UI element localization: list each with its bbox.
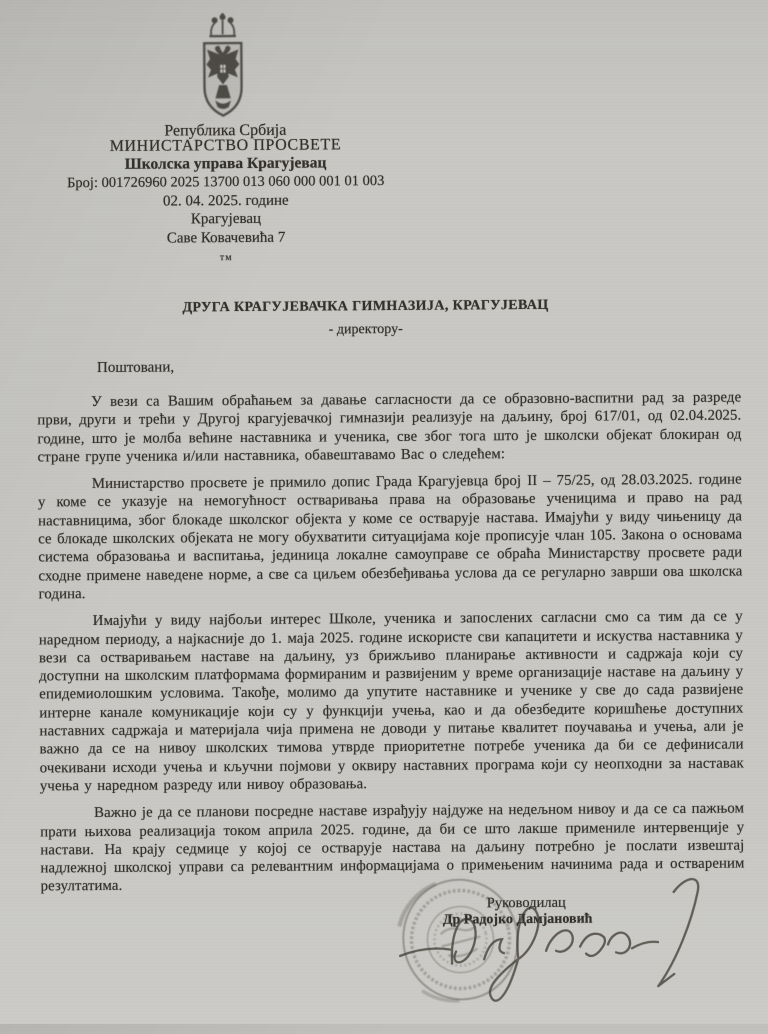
- addressee-school: ДРУГА КРАГУЈЕВАЧКА ГИМНАЗИЈА, КРАГУЈЕВАЦ: [182, 297, 549, 316]
- handwritten-signature-icon: [385, 853, 746, 1031]
- paragraph-2: Министарство просвете је примило допис Града Крагујевца број II – 75/25, од 28.03.2025. године у коме се указује на немогућност остваривања права на образовање ученицима и право на рад наставницима, због блокаде школског објекта у коме се остварује настава. Имајући у виду чињеницу да се блокаде школских објеката не могу обухватити ситуацијама које прописује члан 105. Закона о основама система образовања и васпитања, јединица локалне самоуправе се обраћа Министарству просвете ради сходне примене наведене норме, а све са циљем обезбеђивања услова да се регуларно заврши ова школска година.: [37, 471, 743, 603]
- letterhead-date: 02. 04. 2025. године: [162, 192, 289, 210]
- paragraph-1: У вези са Вашим обраћањем за давање сагласности да се образовно-васпитни рад за разреде први, други и трећи у Другој крагујевачкој гимназији реализује на даљину, број 617/01, од 02.04.2025. године, што је молба већине наставника и ученика, све због тога што је школски објекат блокиран од стране групе ученика и/или наставника, обавештавамо Вас о следећем:: [37, 389, 742, 466]
- addressee-attention: - директору-: [328, 321, 403, 338]
- signatory-role: Руководилац: [486, 894, 566, 912]
- addressee-block: [170, 298, 562, 340]
- letterhead-reference-number: Број: 001726960 2025 13700 013 060 000 001 01 003: [67, 172, 385, 192]
- letterhead-city: Крагујевац: [190, 210, 262, 228]
- letter-body: [37, 389, 745, 906]
- signatory-name: Др Радојко Дамјановић: [442, 911, 593, 928]
- serbia-coat-of-arms-icon: [195, 13, 252, 119]
- paragraph-4: Важно је да се планови посредне наставе израђују најдуже на недељном нивоу и да се са пажњом прати њихова реализација током априла 2025. године, да би се што лакше примениле интервенције у настави. На крају седмице у којој се остварује настава на даљину потребно је послати извештај надлежној школској управи са релевантним информацијама о примењеним начинима рада и оствареним резултатима.: [40, 800, 745, 895]
- letterhead-street: Саве Ковачевића 7: [166, 229, 286, 247]
- paragraph-3: Имајући у виду најбољи интерес Школе, ученика и запослених сагласни смо са тим да се у наредном периоду, а најкасније до 1. маја 2025. године искористе сви капацитети и искуства наставника у вези са остваривањем наставе на даљину, уз брижљиво планирање активности и садржаја који су доступни на школским платформама формираним и развијеним у време организације наставе на даљину у епидемиолошким условима. Такође, молимо да упутите наставнике и ученике у све до сада развијене интерне канале комуникације који су у функцији учења, као и да обезбедите коришћење доступних наставних садржаја и материјала чија примена не доводи у питање квалитет поучавања и учења, али је важно да се на нивоу школских тимова утврде приоритетне потребе ученика да би се дефинисали очекивани исходи учења и кључни појмови у оквиру наставних програма који су неопходни за наставак учења у наредном разреду или нивоу образовања.: [38, 608, 744, 795]
- letterhead-country: Република Србија: [164, 121, 287, 140]
- letterhead-note: тм: [219, 252, 233, 264]
- salutation: Поштовани,: [96, 359, 175, 376]
- letterhead-ministry: МИНИСТАРСТВО ПРОСВЕТЕ: [109, 136, 342, 155]
- letterhead-department: Школска управа Крагујевац: [124, 154, 327, 173]
